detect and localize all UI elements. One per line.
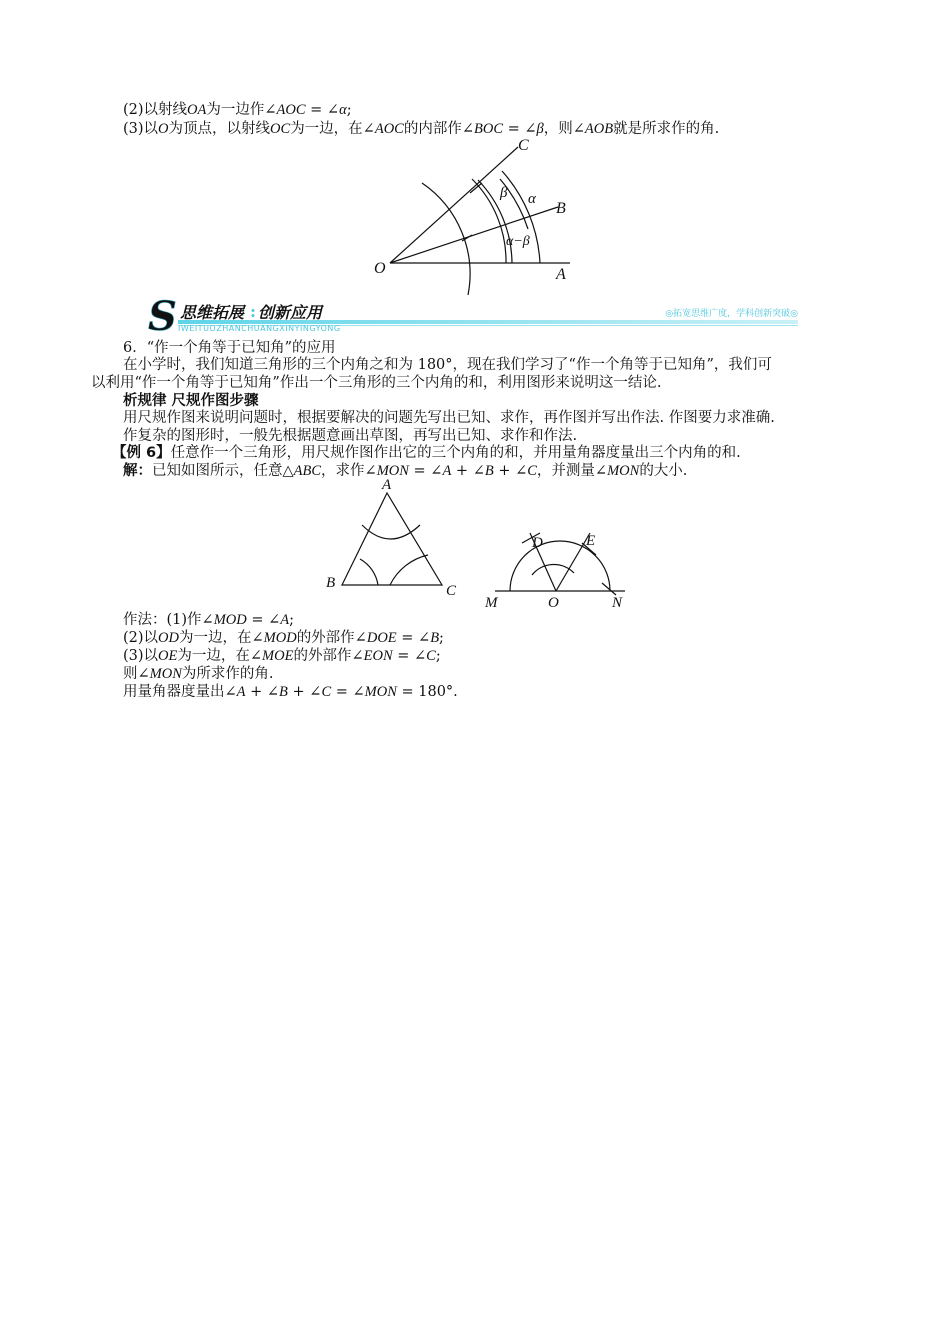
label-tri-c: C xyxy=(446,583,457,599)
example-6: 【例 6】任意作一个三角形，用尺规作图作出它的三个内角的和，并用量角器度量出三个内角的和. xyxy=(112,445,741,461)
section6-heading: 6．“作一个角等于已知角”的应用 xyxy=(123,340,336,356)
label-o: O xyxy=(374,260,386,277)
method-measure: 用量角器度量出∠A + ∠B + ∠C = ∠MON = 180°. xyxy=(123,684,458,700)
label-b: B xyxy=(556,200,566,217)
figure-angle-construction xyxy=(360,135,600,300)
banner-slogan: ◎拓宽思维广度，学科创新突破◎ xyxy=(665,309,798,319)
label-alpha: α xyxy=(528,191,536,207)
section-banner xyxy=(148,296,802,336)
method-step-3: (3)以OE为一边，在∠MOE的外部作∠EON = ∠C; xyxy=(123,648,441,664)
tick-n xyxy=(602,583,616,595)
method-step-2: (2)以OD为一边，在∠MOD的外部作∠DOE = ∠B; xyxy=(123,630,444,646)
rule-text-1: 用尺规作图来说明问题时，根据要解决的问题先写出已知、求作，再作图并写出作法. 作图要力求准确. xyxy=(123,410,775,426)
label-c: C xyxy=(518,137,529,154)
section6-paragraph-2: 以利用“作一个角等于已知角”作出一个三角形的三个内角的和，利用图形来说明这一结论. xyxy=(91,375,662,391)
label-tri-b: B xyxy=(326,575,336,591)
arc-angle-c xyxy=(390,555,428,585)
method-step-1: 作法：(1)作∠MOD = ∠A; xyxy=(123,612,295,628)
label-a: A xyxy=(556,266,566,283)
label-n: N xyxy=(612,595,623,611)
banner-s-logo: S xyxy=(148,296,177,336)
rule-title: 析规律 尺规作图步骤 xyxy=(123,393,259,409)
solution-line: 解：已知如图所示，任意△ABC，求作∠MON = ∠A + ∠B + ∠C，并测量∠MON的大小. xyxy=(123,463,688,479)
banner-pinyin: IWEITUOZHANCHUANGXINYINGYONG xyxy=(178,324,341,333)
ray-oe xyxy=(556,533,590,591)
example-tag: 【例 6】 xyxy=(112,445,171,461)
step3-line: (3)以O为顶点，以射线OC为一边，在∠AOC的内部作∠BOC = ∠β，则∠AOB就是所求作的角. xyxy=(123,121,720,137)
label-beta: β xyxy=(500,185,508,201)
label-e: E xyxy=(586,533,596,549)
section6-paragraph-1: 在小学时，我们知道三角形的三个内角之和为 180°，现在我们学习了“作一个角等于已知角”，我们可 xyxy=(123,357,772,373)
ray-oc xyxy=(390,147,518,263)
banner-subtitle: 创新应用 xyxy=(258,303,323,322)
ray-ob xyxy=(390,207,558,263)
arc-small-o xyxy=(532,564,574,575)
rule-text-2: 作复杂的图形时，一般先根据题意画出草图，再写出已知、求作和作法. xyxy=(123,428,578,444)
label-m: M xyxy=(485,595,498,611)
label-o2: O xyxy=(548,595,559,611)
label-tri-a: A xyxy=(382,477,392,493)
arc-alpha xyxy=(502,171,540,263)
label-diff: α−β xyxy=(506,234,530,249)
step2-line: (2)以射线OA为一边作∠AOC = ∠α; xyxy=(123,102,352,118)
label-d: D xyxy=(532,535,543,551)
arc-angle-b xyxy=(360,559,378,585)
banner-dot: : xyxy=(250,302,256,321)
solution-tag: 解： xyxy=(123,463,152,479)
figure-triangle-sum xyxy=(320,475,640,615)
method-conclusion: 则∠MON为所求作的角. xyxy=(123,666,274,682)
banner-title: 思维拓展 xyxy=(180,303,245,322)
